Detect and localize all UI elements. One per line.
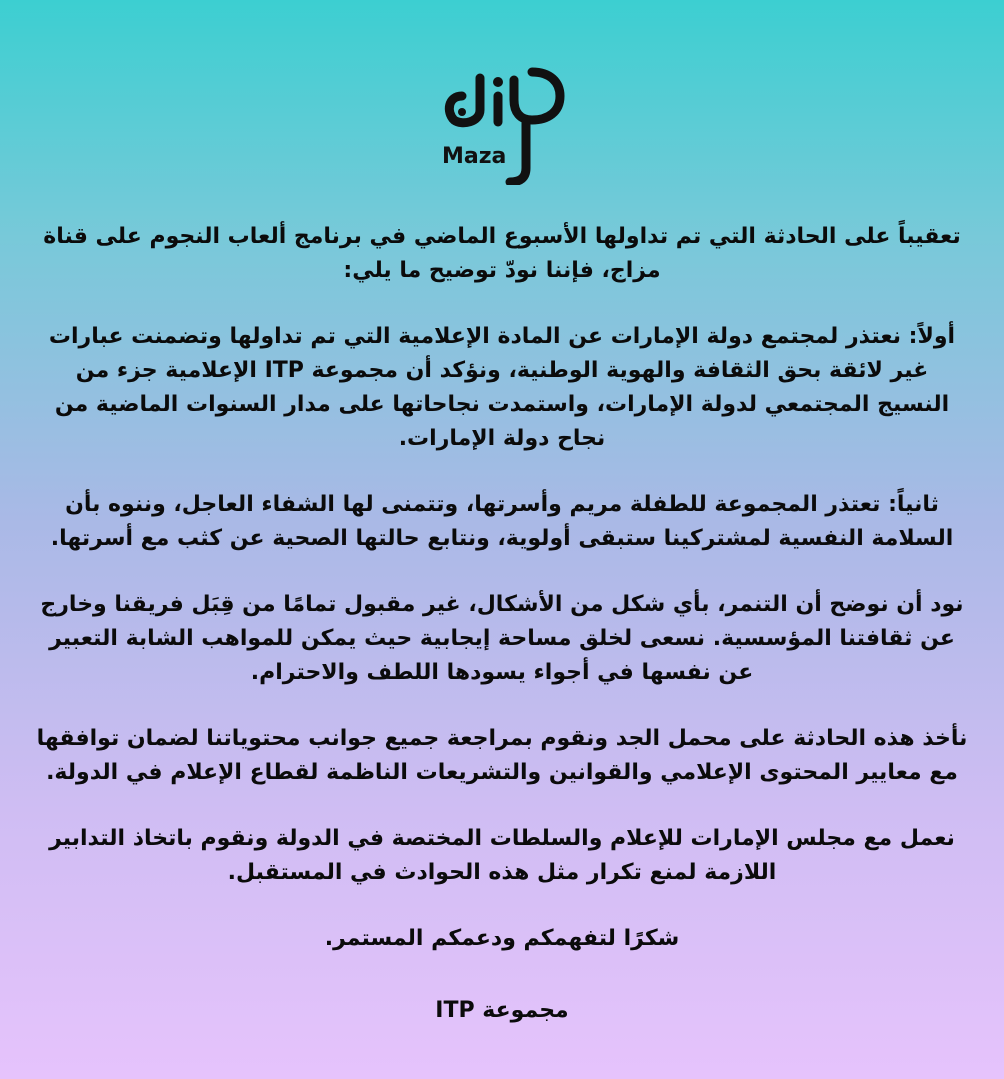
statement-line: عن ثقافتنا المؤسسية. نسعى لخلق مساحة إيجابية حيث يمكن للمواهب الشابة التعبير — [49, 626, 955, 651]
statement-line: النسيج المجتمعي لدولة الإمارات، واستمدت نجاحاتها على مدار السنوات الماضية من — [54, 392, 950, 417]
mazaj-logo — [440, 60, 570, 185]
statement-line: نود أن نوضح أن التنمر، بأي شكل من الأشكال، غير مقبول تمامًا من قِبَل فريقنا وخارج — [40, 592, 964, 617]
statement-paragraph-intro — [18, 220, 986, 288]
thanks-line: شكرًا لتفهمكم ودعمكم المستمر. — [324, 926, 680, 951]
statement-paragraph-second — [18, 488, 986, 556]
statement-paragraph-bullying — [18, 588, 986, 690]
statement-line: مزاج، فإننا نودّ توضيح ما يلي: — [343, 258, 661, 283]
logo-wordmark: Maza — [442, 144, 507, 169]
signature-line: مجموعة ITP — [435, 998, 569, 1023]
statement-line: مع معايير المحتوى الإعلامي والقوانين والتشريعات الناظمة لقطاع الإعلام في الدولة. — [46, 760, 958, 785]
statement-line: نأخذ هذه الحادثة على محمل الجد ونقوم بمراجعة جميع جوانب محتوياتنا لضمان توافقها — [36, 726, 968, 751]
statement-body — [18, 220, 986, 1028]
statement-line: عن نفسها في أجواء يسودها اللطف والاحترام. — [250, 660, 754, 685]
statement-line: غير لائقة بحق الثقافة والهوية الوطنية، ونؤكد أن مجموعة ITP الإعلامية جزء من — [75, 358, 929, 383]
statement-thanks — [18, 922, 986, 956]
statement-paragraph-first — [18, 320, 986, 456]
statement-signature — [18, 994, 986, 1028]
statement-line: نعمل مع مجلس الإمارات للإعلام والسلطات المختصة في الدولة ونقوم باتخاذ التدابير — [49, 826, 955, 851]
statement-line: السلامة النفسية لمشتركينا ستبقى أولوية، ونتابع حالتها الصحية عن كثب مع أسرتها. — [50, 526, 954, 551]
statement-line: نجاح دولة الإمارات. — [398, 426, 606, 451]
statement-line: ثانياً: تعتذر المجموعة للطفلة مريم وأسرتها، وتتمنى لها الشفاء العاجل، وننوه بأن — [65, 492, 939, 517]
statement-paragraph-council — [18, 822, 986, 890]
statement-paragraph-review — [18, 722, 986, 790]
statement-line: اللازمة لمنع تكرار مثل هذه الحوادث في المستقبل. — [227, 860, 777, 885]
statement-line: تعقيباً على الحادثة التي تم تداولها الأسبوع الماضي في برنامج ألعاب النجوم على قناة — [43, 224, 961, 249]
mazaj-logo-mark — [440, 60, 570, 185]
statement-line: أولاً: نعتذر لمجتمع دولة الإمارات عن المادة الإعلامية التي تم تداولها وتضمنت عبارات — [48, 324, 956, 349]
